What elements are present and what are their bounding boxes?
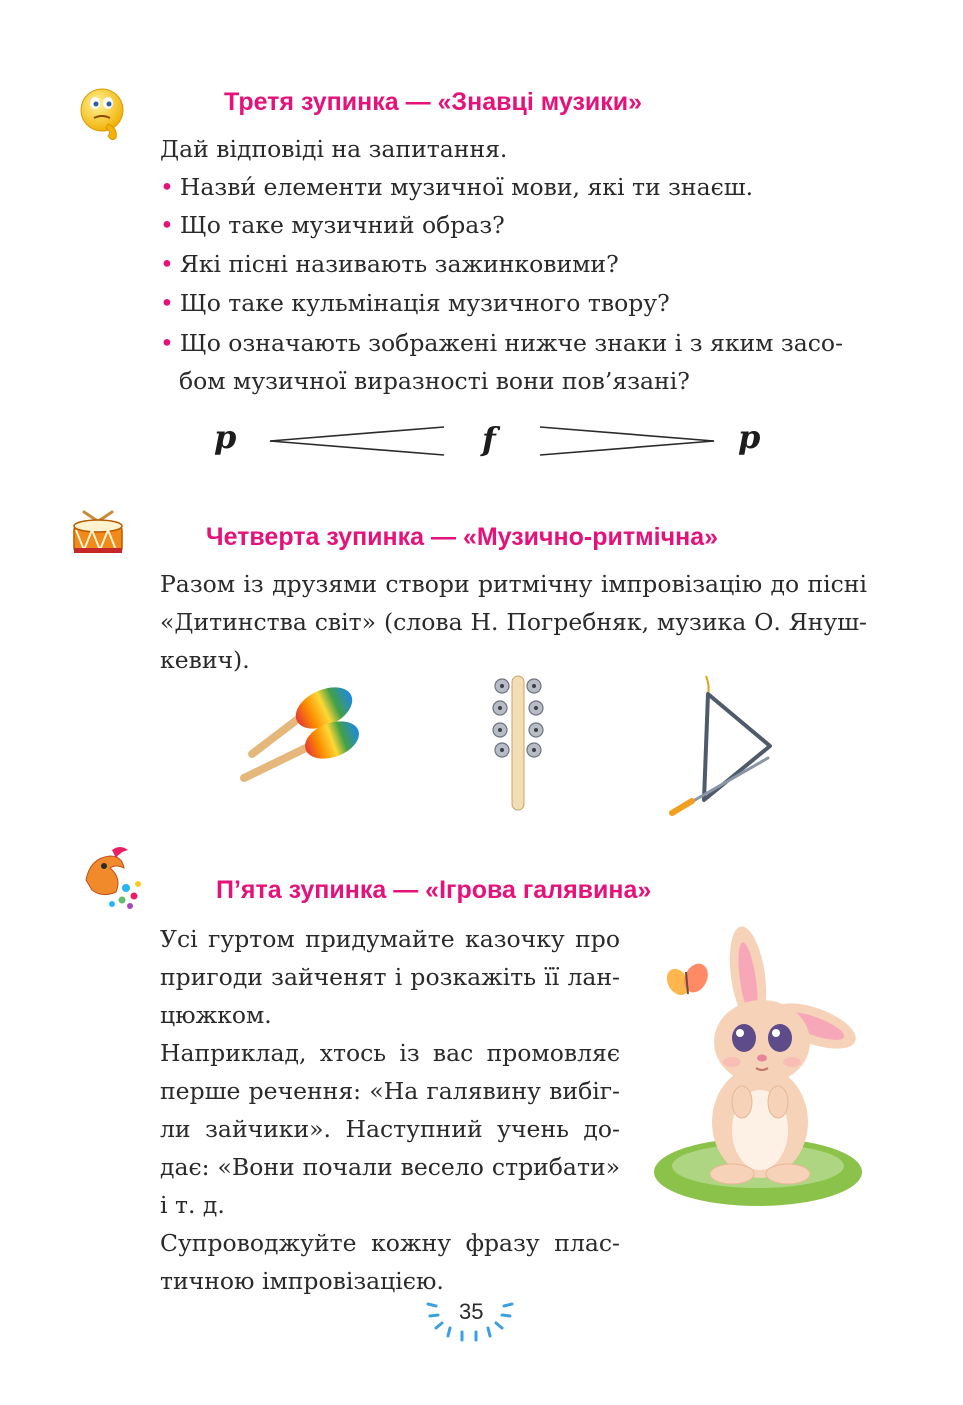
section-5-heading: П’ята зупинка — «Ігрова галявина» [216,876,652,904]
section-4-text-line: Разом із друзями створи ритмічну імпровізацію до пісні [160,570,867,598]
section-5-text-line: пригоди зайченят і розкажіть її лан- [160,963,620,991]
jingle-stick-image [488,668,548,818]
section-5-text-line: Наприклад, хтось із вас промовляє [160,1039,620,1067]
dynamic-forte: f [482,420,496,458]
question-item: • Назви́ елементи музичної мови, які ти знаєш. [160,173,754,201]
question-item: • Що таке кульмінація музичного твору? [160,289,670,317]
maracas-image [232,686,367,786]
bunny-illustration [648,922,864,1214]
dynamic-piano-start: p [214,418,237,456]
bullet-icon: • [160,250,174,278]
question-continuation: бом музичної виразності вони пов’язані? [179,367,690,395]
bullet-icon: • [160,329,174,357]
question-item: • Які пісні називають зажинковими? [160,250,619,278]
section-3-intro: Дай відповіді на запитання. [160,135,508,163]
section-5-text-line: і т. д. [160,1191,225,1219]
bullet-icon: • [160,211,174,239]
section-5-text-line: тичною імпровізацією. [160,1267,444,1295]
section-5-text-line: перше речення: «На галявину вибіг- [160,1077,620,1105]
section-4-text-line: «Дитинства світ» (слова Н. Погребняк, музика О. Януш- [160,608,867,636]
section-5-text-line: цюжком. [160,1001,272,1029]
diminuendo-hairpin-icon [538,424,718,458]
question-item: • Що таке музичний образ? [160,211,505,239]
page-number: 35 [459,1299,484,1324]
section-4-heading: Четверта зупинка — «Музично-ритмічна» [206,523,718,551]
question-item: • Що означають зображені нижче знаки і з яким засо- [160,329,844,357]
section-5-text-line: Супроводжуйте кожну фразу плас- [160,1229,620,1257]
section-3-heading: Третя зупинка — «Знавці музики» [224,88,643,116]
section-5-text-line: дає: «Вони почали весело стрибати» [160,1153,620,1181]
crescendo-hairpin-icon [268,424,448,458]
drum-icon [70,510,126,556]
bird-icon [76,840,148,912]
section-5-text-line: ли зайчики». Наступний учень до- [160,1115,620,1143]
section-4-text-line: кевич). [160,646,250,674]
bullet-icon: • [160,289,174,317]
triangle-instrument-image [666,672,778,818]
butterfly-icon [662,960,712,999]
section-5-text-line: Усі гуртом придумайте казочку про [160,925,620,953]
thinking-emoji-icon [78,86,128,144]
dynamic-piano-end: p [738,418,761,456]
bullet-icon: • [160,173,174,201]
